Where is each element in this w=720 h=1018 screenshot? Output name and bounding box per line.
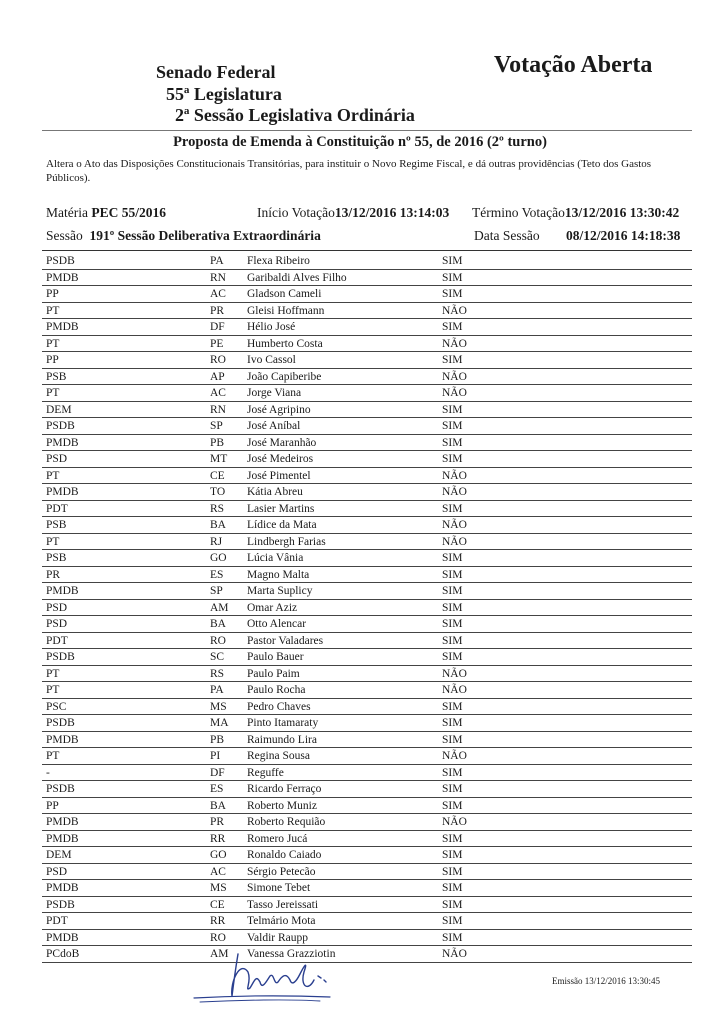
senator-name-cell: Humberto Costa: [247, 337, 323, 350]
senator-name-cell: Telmário Mota: [247, 915, 316, 927]
uf-cell: ES: [210, 783, 224, 795]
party-cell: PMDB: [46, 436, 79, 449]
party-cell: PDT: [46, 502, 68, 515]
party-cell: PSDB: [46, 717, 75, 729]
party-cell: PMDB: [46, 271, 79, 284]
sessao: [46, 228, 321, 244]
table-row: [42, 253, 692, 270]
uf-cell: BA: [210, 799, 226, 812]
party-cell: PP: [46, 354, 59, 366]
uf-cell: SP: [210, 420, 223, 432]
vote-cell: SIM: [442, 717, 463, 729]
uf-cell: SC: [210, 651, 225, 663]
vote-cell: NÃO: [442, 667, 467, 680]
table-row: [42, 534, 692, 551]
uf-cell: MS: [210, 882, 227, 894]
party-cell: PSB: [46, 370, 67, 383]
uf-cell: TO: [210, 486, 226, 498]
senator-name-cell: Gleisi Hoffmann: [247, 304, 325, 317]
party-cell: PSD: [46, 601, 68, 614]
senator-name-cell: Omar Aziz: [247, 601, 298, 614]
vote-cell: SIM: [442, 898, 463, 911]
party-cell: PMDB: [46, 733, 79, 746]
senator-name-cell: Romero Jucá: [247, 832, 308, 845]
uf-cell: RN: [210, 403, 226, 416]
data-sessao-value: 08/12/2016 14:18:38: [566, 228, 681, 243]
uf-cell: PA: [210, 684, 224, 696]
vote-cell: SIM: [442, 832, 463, 845]
uf-cell: RO: [210, 354, 226, 366]
uf-cell: ES: [210, 568, 224, 581]
table-row: [42, 798, 692, 815]
senator-name-cell: Valdir Raupp: [247, 931, 309, 944]
uf-cell: RJ: [210, 535, 223, 548]
uf-cell: PB: [210, 436, 225, 449]
party-cell: PR: [46, 568, 61, 581]
termino-value: 13/12/2016 13:30:42: [564, 205, 680, 220]
senator-name-cell: Roberto Requião: [247, 816, 326, 828]
party-cell: PSD: [46, 865, 68, 878]
proposal-title: Proposta de Emenda à Constituição nº 55, de 2016 (2º turno): [173, 134, 547, 150]
party-cell: DEM: [46, 849, 72, 861]
uf-cell: BA: [210, 618, 226, 630]
table-row: [42, 270, 692, 287]
table-row: [42, 303, 692, 320]
vote-cell: SIM: [442, 618, 463, 630]
uf-cell: AP: [210, 370, 225, 383]
uf-cell: AM: [210, 948, 229, 960]
vote-cell: SIM: [442, 651, 463, 663]
senator-name-cell: Sérgio Petecão: [247, 865, 316, 878]
senator-name-cell: Marta Suplicy: [247, 585, 313, 597]
uf-cell: CE: [210, 469, 225, 482]
party-cell: PT: [46, 469, 60, 482]
uf-cell: MA: [210, 717, 229, 729]
vote-cell: SIM: [442, 321, 463, 333]
vote-cell: NÃO: [442, 486, 467, 498]
uf-cell: AM: [210, 601, 229, 614]
party-cell: PSDB: [46, 898, 75, 911]
legislature: 55ª Legislatura: [166, 84, 282, 104]
vote-cell: SIM: [442, 453, 463, 465]
party-cell: PP: [46, 799, 59, 812]
senator-name-cell: Raimundo Lira: [247, 733, 317, 746]
party-cell: DEM: [46, 403, 72, 416]
party-cell: PSDB: [46, 255, 75, 267]
inicio-label: Início Votação: [257, 205, 335, 220]
uf-cell: MT: [210, 453, 228, 465]
data-sessao-value-wrap: [566, 228, 680, 244]
senator-name-cell: Ivo Cassol: [247, 354, 296, 366]
senator-name-cell: José Medeiros: [247, 453, 314, 465]
vote-cell: SIM: [442, 502, 463, 515]
party-cell: PP: [46, 288, 59, 300]
table-row: [42, 517, 692, 534]
sessao-value: 191º Sessão Deliberativa Extraordinária: [89, 228, 321, 243]
vote-cell: SIM: [442, 271, 463, 284]
party-cell: PSD: [46, 453, 68, 465]
vote-cell: NÃO: [442, 370, 467, 383]
signature-icon: [190, 952, 360, 1004]
uf-cell: GO: [210, 552, 227, 564]
uf-cell: SP: [210, 585, 223, 597]
termino-label: Término Votação: [472, 205, 565, 220]
uf-cell: RO: [210, 931, 226, 944]
uf-cell: AC: [210, 865, 226, 878]
uf-cell: PR: [210, 304, 225, 317]
vote-cell: SIM: [442, 403, 463, 416]
senator-name-cell: Pastor Valadares: [247, 634, 324, 647]
party-cell: PDT: [46, 634, 68, 647]
table-row: [42, 732, 692, 749]
party-cell: PT: [46, 667, 60, 680]
vote-cell: SIM: [442, 552, 463, 564]
table-row: [42, 880, 692, 897]
vote-cell: SIM: [442, 766, 463, 779]
data-sessao: [474, 228, 540, 244]
vote-cell: SIM: [442, 585, 463, 597]
table-top-rule: [42, 250, 692, 251]
table-row: [42, 319, 692, 336]
table-row: [42, 468, 692, 485]
votes-table: [42, 253, 692, 963]
vote-cell: SIM: [442, 288, 463, 300]
table-row: [42, 633, 692, 650]
uf-cell: MS: [210, 700, 227, 713]
table-row: [42, 567, 692, 584]
senator-name-cell: Simone Tebet: [247, 882, 311, 894]
vote-cell: SIM: [442, 568, 463, 581]
table-row: [42, 913, 692, 930]
vote-cell: NÃO: [442, 948, 467, 960]
vote-cell: NÃO: [442, 387, 467, 399]
uf-cell: RS: [210, 667, 225, 680]
senator-name-cell: José Maranhão: [247, 436, 317, 449]
sessao-label: Sessão: [46, 228, 83, 243]
uf-cell: PR: [210, 816, 225, 828]
party-cell: PT: [46, 304, 60, 317]
senator-name-cell: Ricardo Ferraço: [247, 783, 322, 795]
uf-cell: RO: [210, 634, 226, 647]
uf-cell: PB: [210, 733, 225, 746]
table-row: [42, 336, 692, 353]
emission-timestamp: Emissão 13/12/2016 13:30:45: [552, 976, 660, 986]
uf-cell: AC: [210, 288, 226, 300]
table-row: [42, 847, 692, 864]
senator-name-cell: Magno Malta: [247, 568, 310, 581]
vote-cell: NÃO: [442, 304, 467, 317]
table-row: [42, 418, 692, 435]
party-cell: PMDB: [46, 832, 79, 845]
party-cell: PSB: [46, 519, 67, 531]
organization-name: Senado Federal: [156, 62, 276, 82]
vote-cell: SIM: [442, 915, 463, 927]
termino-votacao: [472, 205, 679, 221]
uf-cell: DF: [210, 321, 225, 333]
table-row: [42, 385, 692, 402]
table-row: [42, 748, 692, 765]
table-row: [42, 451, 692, 468]
senator-name-cell: José Agripino: [247, 403, 311, 416]
party-cell: PMDB: [46, 321, 79, 333]
data-sessao-label: Data Sessão: [474, 228, 540, 243]
uf-cell: PA: [210, 255, 224, 267]
vote-cell: NÃO: [442, 337, 467, 350]
party-cell: PMDB: [46, 882, 79, 894]
vote-cell: SIM: [442, 783, 463, 795]
table-row: [42, 930, 692, 947]
session-type: 2ª Sessão Legislativa Ordinária: [175, 105, 415, 125]
uf-cell: CE: [210, 898, 225, 911]
party-cell: PSDB: [46, 420, 75, 432]
vote-cell: SIM: [442, 634, 463, 647]
uf-cell: BA: [210, 519, 226, 531]
uf-cell: DF: [210, 766, 225, 779]
table-row: [42, 484, 692, 501]
table-row: [42, 286, 692, 303]
inicio-votacao: [257, 205, 449, 221]
senator-name-cell: Tasso Jereissati: [247, 898, 319, 911]
senator-name-cell: Vanessa Grazziotin: [247, 948, 336, 960]
table-row: [42, 435, 692, 452]
senator-name-cell: José Aníbal: [247, 420, 301, 432]
party-cell: PT: [46, 684, 60, 696]
party-cell: PSB: [46, 552, 67, 564]
table-row: [42, 765, 692, 782]
vote-cell: NÃO: [442, 469, 467, 482]
party-cell: PDT: [46, 915, 68, 927]
party-cell: PT: [46, 535, 60, 548]
senator-name-cell: Paulo Rocha: [247, 684, 306, 696]
table-row: [42, 501, 692, 518]
senator-name-cell: José Pimentel: [247, 469, 311, 482]
table-row: [42, 946, 692, 963]
senator-name-cell: Lasier Martins: [247, 502, 315, 515]
party-cell: PT: [46, 337, 60, 350]
vote-cell: NÃO: [442, 816, 467, 828]
party-cell: PMDB: [46, 816, 79, 828]
senator-name-cell: Paulo Bauer: [247, 651, 304, 663]
party-cell: PT: [46, 750, 60, 762]
table-row: [42, 814, 692, 831]
party-cell: PMDB: [46, 931, 79, 944]
table-row: [42, 550, 692, 567]
table-row: [42, 897, 692, 914]
table-row: [42, 715, 692, 732]
vote-cell: SIM: [442, 354, 463, 366]
vote-cell: SIM: [442, 799, 463, 812]
party-cell: PMDB: [46, 486, 79, 498]
proposal-description: Altera o Ato das Disposições Constitucionais Transitórias, para instituir o Novo Regime Fiscal, e dá outras providências (Teto dos Gastos Públicos).: [46, 158, 652, 184]
vote-cell: NÃO: [442, 535, 467, 548]
table-row: [42, 402, 692, 419]
uf-cell: PE: [210, 337, 224, 350]
party-cell: PSDB: [46, 651, 75, 663]
uf-cell: RR: [210, 832, 226, 845]
senator-name-cell: Kátia Abreu: [247, 486, 303, 498]
uf-cell: AC: [210, 387, 226, 399]
table-row: [42, 699, 692, 716]
table-row: [42, 369, 692, 386]
divider: [42, 130, 692, 131]
senator-name-cell: Otto Alencar: [247, 618, 307, 630]
table-row: [42, 600, 692, 617]
vote-cell: SIM: [442, 865, 463, 878]
table-row: [42, 352, 692, 369]
senator-name-cell: Regina Sousa: [247, 750, 310, 762]
party-cell: PCdoB: [46, 948, 80, 960]
uf-cell: GO: [210, 849, 227, 861]
vote-cell: SIM: [442, 733, 463, 746]
senator-name-cell: Ronaldo Caiado: [247, 849, 322, 861]
materia-value: PEC 55/2016: [91, 205, 166, 220]
inicio-value: 13/12/2016 13:14:03: [334, 205, 450, 220]
vote-cell: SIM: [442, 255, 463, 267]
table-row: [42, 864, 692, 881]
vote-cell: SIM: [442, 436, 463, 449]
party-cell: PT: [46, 387, 60, 399]
party-cell: PSC: [46, 700, 67, 713]
party-cell: -: [46, 766, 50, 779]
senator-name-cell: Reguffe: [247, 766, 284, 779]
senator-name-cell: Flexa Ribeiro: [247, 255, 310, 267]
table-row: [42, 583, 692, 600]
uf-cell: PI: [210, 750, 221, 762]
vote-cell: SIM: [442, 700, 463, 713]
vote-cell: NÃO: [442, 519, 467, 531]
materia: [46, 205, 166, 221]
vote-cell: SIM: [442, 931, 463, 944]
senator-name-cell: Roberto Muniz: [247, 799, 317, 812]
senator-name-cell: Lídice da Mata: [247, 519, 317, 531]
table-row: [42, 781, 692, 798]
vote-cell: SIM: [442, 882, 463, 894]
senator-name-cell: Gladson Cameli: [247, 288, 322, 300]
senator-name-cell: Pinto Itamaraty: [247, 717, 319, 729]
uf-cell: RS: [210, 502, 225, 515]
party-cell: PMDB: [46, 585, 79, 597]
table-row: [42, 831, 692, 848]
vote-cell: NÃO: [442, 750, 467, 762]
vote-cell: SIM: [442, 420, 463, 432]
senator-name-cell: Lindbergh Farias: [247, 535, 326, 548]
materia-label: Matéria: [46, 205, 88, 220]
table-row: [42, 616, 692, 633]
senator-name-cell: Pedro Chaves: [247, 700, 311, 713]
vote-cell: SIM: [442, 601, 463, 614]
party-cell: PSD: [46, 618, 68, 630]
senator-name-cell: Hélio José: [247, 321, 296, 333]
document-title: Votação Aberta: [494, 52, 653, 78]
senator-name-cell: Garibaldi Alves Filho: [247, 271, 347, 284]
party-cell: PSDB: [46, 783, 75, 795]
senator-name-cell: João Capiberibe: [247, 370, 322, 383]
table-row: [42, 666, 692, 683]
senator-name-cell: Jorge Viana: [247, 387, 302, 399]
uf-cell: RN: [210, 271, 226, 284]
table-row: [42, 649, 692, 666]
table-row: [42, 682, 692, 699]
vote-cell: NÃO: [442, 684, 467, 696]
senator-name-cell: Paulo Paim: [247, 667, 300, 680]
senator-name-cell: Lúcia Vânia: [247, 552, 304, 564]
vote-cell: SIM: [442, 849, 463, 861]
uf-cell: RR: [210, 915, 226, 927]
